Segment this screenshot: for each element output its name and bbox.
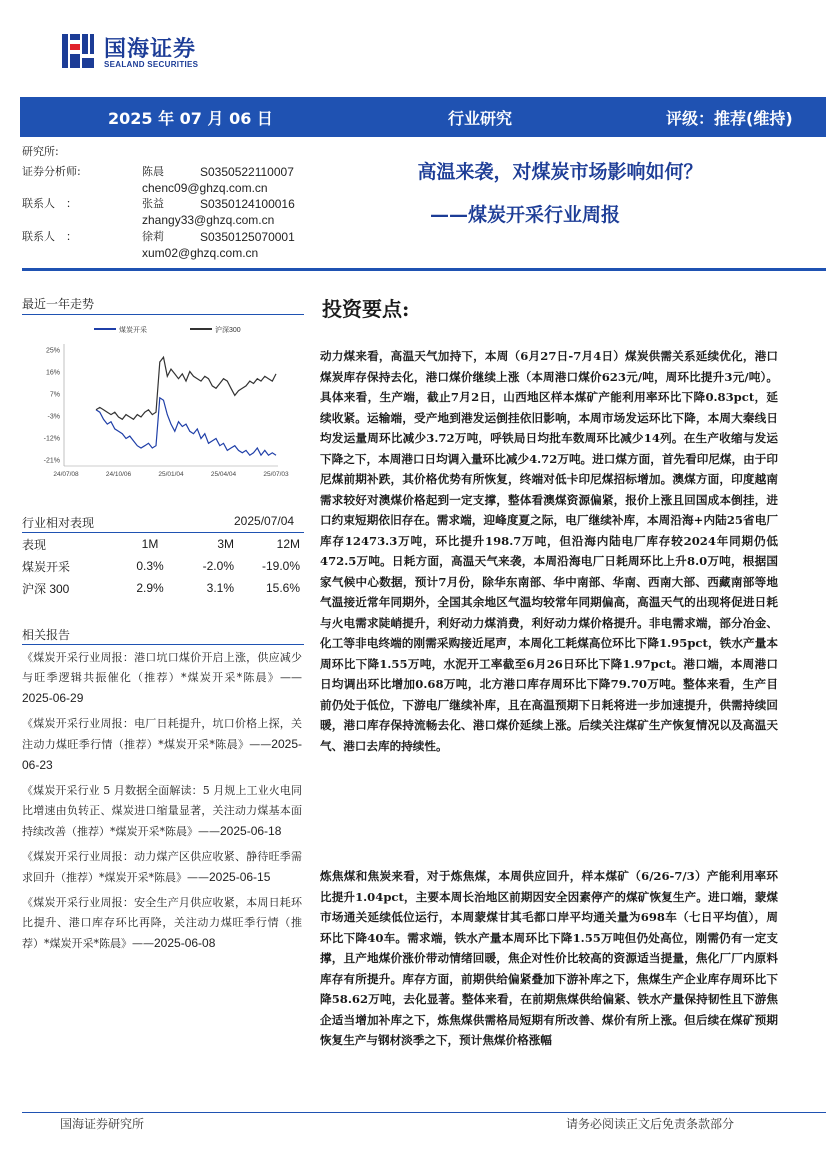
table-header-cell: 3M (217, 537, 234, 551)
analyst-name: 徐莉 (142, 230, 164, 243)
analyst-email-row (22, 245, 322, 261)
x-tick-label: 25/07/03 (263, 471, 289, 478)
performance-date: 2025/07/04 (234, 514, 295, 528)
analyst-row (22, 164, 322, 180)
analyst-name: 陈晨 (142, 165, 164, 178)
table-row (22, 555, 300, 577)
related-report-item[interactable] (22, 847, 302, 888)
legend-label-coal: 煤炭开采 (119, 327, 147, 334)
table-cell: -19.0% (261, 559, 300, 573)
related-report-title: 《煤炭开采行业周报：安全生产月供应收紧，本周日耗环比提升、港口库存环比再降，关注动力煤旺季行情（推荐）*煤炭开采*陈晨》—— (22, 896, 302, 950)
sealand-logo-icon (60, 30, 96, 72)
related-reports-list (22, 648, 302, 954)
y-tick-label: 7% (49, 391, 60, 399)
table-header-row (22, 533, 300, 555)
analyst-heading: 研究所: (22, 145, 59, 158)
analyst-row (22, 196, 322, 212)
series-line-coal (96, 398, 276, 455)
analyst-email[interactable]: xum02@ghzq.com.cn (142, 246, 259, 260)
table-row (22, 577, 300, 599)
table-cell: 2.9% (136, 581, 164, 595)
analyst-email-row (22, 180, 322, 196)
footer-divider (22, 1112, 826, 1113)
related-divider (22, 644, 304, 645)
related-report-title: 《煤炭开采行业周报：港口坑口煤价开启上涨，供应减少与旺季逻辑共振催化（推荐）*煤炭开采*陈晨》—— (22, 651, 302, 684)
related-report-item[interactable] (22, 714, 302, 776)
analyst-row (22, 229, 322, 245)
analyst-email[interactable]: chenc09@ghzq.com.cn (142, 181, 268, 195)
x-tick-label: 25/01/04 (158, 471, 184, 478)
y-tick-label: 25% (45, 347, 60, 355)
footer-left: 国海证券研究所 (60, 1117, 145, 1131)
header-divider (22, 268, 826, 271)
analyst-label: 联系人 ： (22, 197, 77, 210)
related-report-title: 《煤炭开采行业周报：动力煤产区供应收紧、静待旺季需求回升（推荐）*煤炭开采*陈晨》—— (22, 850, 302, 884)
x-tick-label: 24/07/08 (53, 471, 79, 478)
trend-divider (22, 314, 304, 315)
table-cell: 煤炭开采 (22, 559, 71, 574)
related-report-date: 2025-06-15 (209, 870, 271, 884)
analyst-name: 张益 (142, 197, 164, 210)
trend-chart-svg (22, 318, 298, 480)
related-report-date: 2025-06-18 (220, 824, 282, 838)
related-report-item[interactable] (22, 893, 302, 954)
trend-chart (22, 318, 298, 480)
related-report-title: 《煤炭开采行业 5 月数据全面解读：5 月规上工业火电同比增速由负转正、煤炭进口缩量显著，关注动力煤基本面持续改善（推荐）*煤炭开采*陈晨》—— (22, 784, 302, 838)
table-cell: 沪深 300 (22, 581, 70, 596)
legend-label-hs300: 沪深300 (215, 327, 241, 334)
key-points-paragraph-2: 炼焦煤和焦炭来看，对于炼焦煤，本周供应回升，样本煤矿（6/26-7/3）产能利用率环比提升1.04pct，主要本周长治地区前期因安全因素停产的煤矿恢复生产。进口端，蒙煤市场通关延续低位运行，本周蒙煤甘其毛都口岸平均通关量为698车（七日平均值），周环比下降40车。需求端，铁水产量本周环比下降1.55万吨但仍处高位，刚需仍有一定支撑，且产地煤价涨价带动情绪回暖，焦企对性价比较高的资源适当提量，焦化厂厂内原料库存有所提升。库存方面，前期供给偏紧叠加下游补库之下，焦煤生产企业库存周环比下降58.62万吨，去化显著。整体来看，在前期焦煤供给偏紧、铁水产量保持韧性且下游焦企适当增加补库之下，炼焦煤供需格局短期有所改善、煤价有所上涨。但后续在煤矿预期恢复生产与钢材淡季之下，预计焦煤价格涨幅 (320, 869, 778, 1047)
x-tick-label: 24/10/06 (105, 471, 132, 478)
table-cell: -2.0% (202, 559, 234, 573)
report-subtitle: ——煤炭开采行业周报 (430, 204, 621, 226)
y-tick-label: -12% (43, 435, 60, 443)
company-logo (60, 30, 220, 72)
footer-right: 请务必阅读正文后免责条款部分 (566, 1117, 735, 1131)
related-report-date: 2025-06-23 (22, 737, 302, 772)
y-tick-label: 16% (45, 369, 60, 377)
analyst-email[interactable]: zhangy33@ghzq.com.cn (142, 213, 275, 227)
analyst-code: S0350124100016 (200, 197, 295, 211)
table-cell: 15.6% (265, 581, 300, 595)
key-points-paragraph-1: 动力煤来看，高温天气加持下，本周（6月27日-7月4日）煤炭供需关系延续优化，港口煤炭库存保持去化，港口煤价继续上涨（本周港口煤价623元/吨，周环比提升3元/吨）。具体来看，生产端，截止7月2日，山西地区样本煤矿产能利用率环比下降0.83pct，延续收紧。运输端，受产地到港发运倒挂依旧影响，本周市场发运环比下降，本周大秦线日均发运量周环比减少3.72万吨，呼铁局日均批车数周环比减少14列。在生产收缩与发运下降之下，本周港口日均调入量环比减少4.72万吨。进口煤方面，首先看印尼煤，由于印尼煤前期补跌，其价格优势有所恢复，终端对低卡印尼煤招标增加。澳煤方面，印度越南需求较好对澳煤价格起到一定支撑，整体看澳煤资源偏紧，报价上涨且回国成本倒挂，进口约束短期依旧存在。需求端，迎峰度夏之际，电厂继续补库，本周沿海+内陆25省电厂库存12473.3万吨，环比提升198.7万吨，但沿海内陆电厂库存较2024年同期仍低472.5万吨。日耗方面，高温天气来袭，本周沿海电厂日耗周环比上升8.0万吨，根据国家气候中心数据，预计7月份，除华东南部、华中南部、华南、西南大部、西藏南部等地气温接近常年同期外，全国其余地区气温均较常年同期偏高，高温天气的出现将促进日耗与火电需求陡峭提升，利好动力煤消费，利好动力煤价格提升。非电需求端，部分冶金、化工等非电终端的刚需采购接近尾声，本周化工耗煤高位环比下降1.95pct，铁水产量本周环比下降1.55万吨，水泥开工率截至6月26日环比下降1.97pct。港口端，本周港口日均调出环比增加0.68万吨，北方港口库存周环比下降79.70万吨。整体来看，生产目前仍处于低位，下游电厂继续补库，且在高温预期下日耗将进一步加速提升，供需持续回暖，港口库存保持流畅去化、港口煤价延续上涨。后续关注煤矿生产恢复情况以及高温天气、港口去库的持续性。 (320, 349, 778, 753)
analyst-code: S0350522110007 (200, 165, 294, 179)
table-cell: 3.1% (206, 581, 234, 595)
y-tick-label: -21% (43, 457, 60, 465)
key-points-heading: 投资要点: (322, 297, 410, 321)
report-date: 2025 年 07 月 06 日 (108, 109, 273, 128)
y-tick-label: -3% (47, 413, 60, 421)
related-report-item[interactable] (22, 781, 302, 842)
logo-name-en: SEALAND SECURITIES (104, 60, 199, 69)
report-title: 高温来袭，对煤炭市场影响如何？ (417, 161, 703, 183)
x-tick-label: 25/04/04 (210, 471, 237, 478)
table-header-cell: 12M (276, 537, 300, 551)
table-cell: 0.3% (136, 559, 164, 573)
related-report-date: 2025-06-29 (22, 691, 84, 705)
related-report-date: 2025-06-08 (154, 936, 216, 950)
related-heading: 相关报告 (22, 628, 71, 642)
table-header-cell: 表现 (22, 537, 47, 552)
series-line-hs300 (96, 357, 276, 419)
analyst-email-row (22, 212, 322, 228)
header-bar (20, 97, 826, 137)
related-report-item[interactable] (22, 648, 302, 709)
logo-name-cn: 国海证券 (104, 37, 197, 62)
trend-heading: 最近一年走势 (22, 297, 95, 311)
report-rating: 评级：推荐(维持) (666, 109, 793, 128)
performance-table (22, 533, 300, 599)
analyst-label: 证券分析师: (22, 165, 81, 178)
report-category: 行业研究 (448, 109, 513, 128)
related-report-title: 《煤炭开采行业周报：电厂日耗提升，坑口价格上探，关注动力煤旺季行情（推荐）*煤炭开采*陈晨》—— (22, 717, 302, 751)
table-header-cell: 1M (141, 537, 159, 551)
analyst-label: 联系人 ： (22, 230, 77, 243)
performance-heading: 行业相对表现 (22, 516, 95, 530)
analyst-code: S0350125070001 (200, 230, 295, 244)
